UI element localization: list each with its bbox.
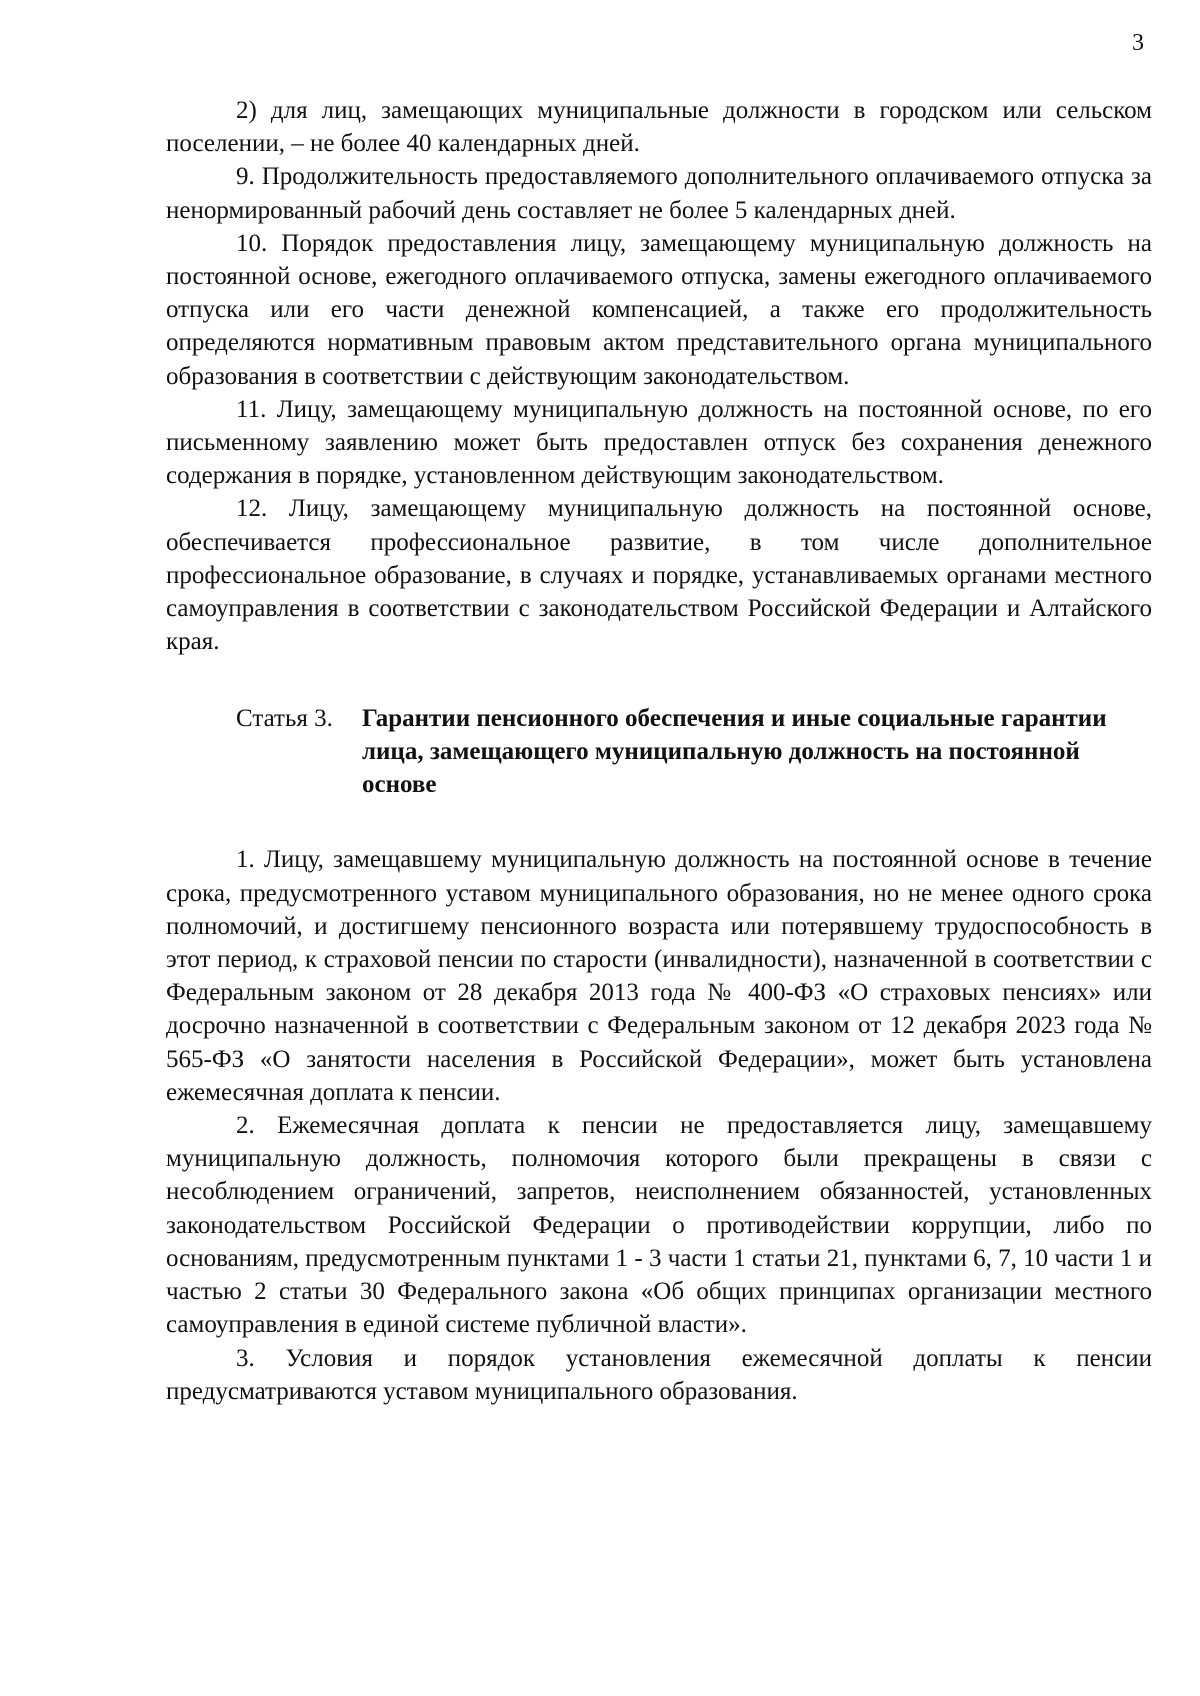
article-heading <box>166 702 1152 801</box>
paragraph-item-11: 11. Лицу, замещающему муниципальную должность на постоянной основе, по его письменному заявлению может быть предоставлен отпуск без сохранения денежного содержания в порядке, установленном действующим законодательством. <box>166 395 1152 490</box>
paragraph-item-10: 10. Порядок предоставления лицу, замещающему муниципальную должность на постоянной основе, ежегодного оплачиваемого отпуска, замены ежегодного оплачиваемого отпуска или его части денежной компенсацией, а также его продолжительность определяются нормативным правовым актом представительного органа муниципального образования в соответствии с действующим законодательством. <box>166 229 1152 390</box>
document-body <box>166 94 1152 1408</box>
paragraph-article3-item-3: 3. Условия и порядок установления ежемесячной доплаты к пенсии предусматриваются уставом муниципального образования. <box>166 1344 1152 1405</box>
paragraph-item-9: 9. Продолжительность предоставляемого дополнительного оплачиваемого отпуска за ненормированный рабочий день составляет не более 5 календарных дней. <box>166 163 1152 224</box>
paragraph-item-2: 2) для лиц, замещающих муниципальные должности в городском или сельском поселении, – не более 40 календарных дней. <box>166 97 1152 158</box>
paragraph-article3-item-1: 1. Лицу, замещавшему муниципальную должность на постоянной основе в течение срока, предусмотренного уставом муниципального образования, но не менее одного срока полномочий, и достигшему пенсионного возраста или потерявшему трудоспособность в этот период, к страховой пенсии по старости (инвалидности), назначенной в соответствии с Федеральным законом от 28 декабря 2013 года № 400-ФЗ «О страховых пенсиях» или досрочно назначенной в соответствии с Федеральным законом от 12 декабря 2023 года № 565-ФЗ «О занятости населения в Российской Федерации», может быть установлена ежемесячная доплата к пенсии. <box>166 846 1152 1106</box>
article-title: Гарантии пенсионного обеспечения и иные социальные гарантии лица, замещающего муниципальную должность на постоянной основе <box>362 705 1107 799</box>
paragraph-item-12: 12. Лицу, замещающему муниципальную должность на постоянной основе, обеспечивается профессиональное развитие, в том числе дополнительное профессиональное образование, в случаях и порядке, устанавливаемых органами местного самоуправления в соответствии с законодательством Российской Федерации и Алтайского края. <box>166 495 1152 656</box>
article-label: Статья 3. <box>236 705 333 733</box>
page-number: 3 <box>1132 30 1144 56</box>
paragraph-article3-item-2: 2. Ежемесячная доплата к пенсии не предоставляется лицу, замещавшему муниципальную должность, полномочия которого были прекращены в связи с несоблюдением ограничений, запретов, неисполнением обязанностей, установленных законодательством Российской Федерации о противодействии коррупции, либо по основаниям, предусмотренным пунктами 1 - 3 части 1 статьи 21, пунктами 6, 7, 10 части 1 и частью 2 статьи 30 Федерального закона «Об общих принципах организации местного самоуправления в единой системе публичной власти». <box>166 1112 1152 1339</box>
